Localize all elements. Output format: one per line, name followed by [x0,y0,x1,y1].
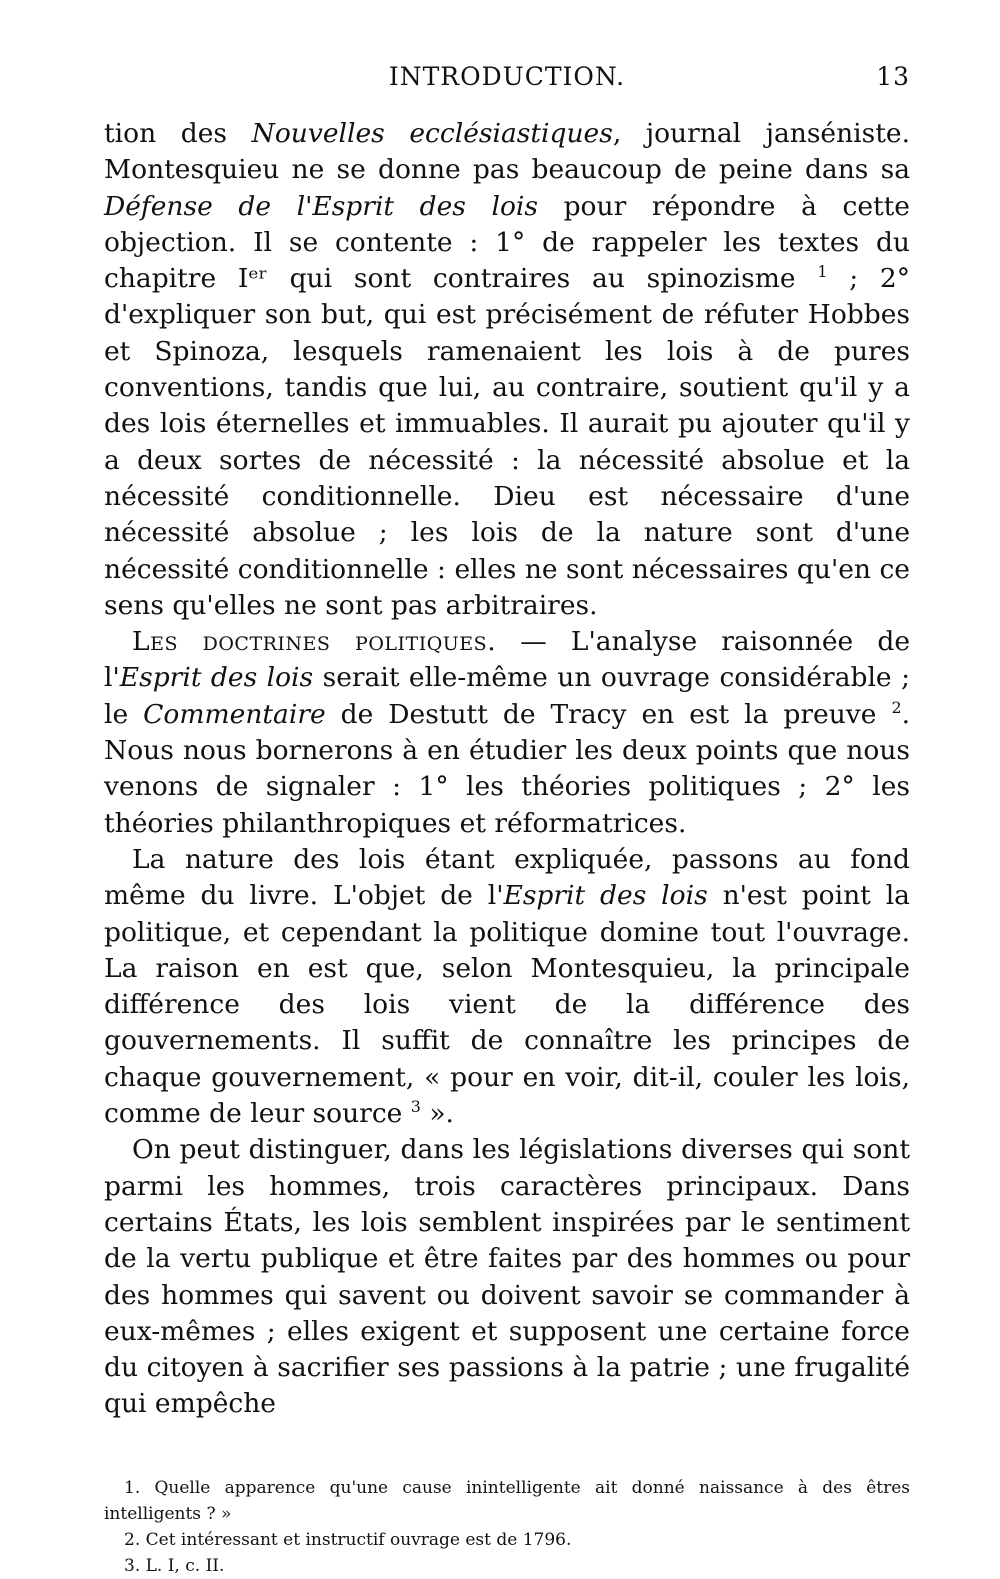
italic-title: Commentaire [143,698,326,730]
italic-title: Défense de l'Esprit des lois [104,190,538,222]
paragraph-2 [104,624,910,842]
chapter-ordinal: Iᵉʳ [237,263,268,295]
paragraph-3 [104,842,910,1132]
body-text [104,116,910,1423]
text-run: La nature des lois étant expliquée, passons au fond même du livre. L'objet de l' [104,843,910,912]
text-run: n'est point la politique, et cependant la politique domine tout l'ouvrage. La raison en est que, selon Montesquieu, la principale différence des lois vient de la différence des gouvernements. Il suffit de connaître les principes de chaque gouvernement, « pour en voir, dit-il, couler les lois, comme de leur source [104,880,910,1130]
running-title: INTRODUCTION. [388,62,626,91]
text-run: On peut distinguer, dans les législations diverses qui sont parmi les hommes, trois caractères principaux. Dans certains États, les lois semblent inspirées par le sentiment de la vertu publique et être faites par des hommes ou pour des hommes qui savent ou doivent savoir se commander à eux-mêmes ; elles exigent et supposent une certaine force du citoyen à sacrifier ses passions à la patrie ; une frugalité qui empêche [104,1134,910,1420]
text-run: — L'analyse raisonnée de l' [104,626,910,694]
text-run: qui sont contraires au spinozisme [267,263,818,295]
text-run: tion des [104,118,252,149]
footnote-1: 1. Quelle apparence qu'une cause inintelligente ait donné naissance à des êtres intelligents ? » [104,1477,910,1524]
footnote-2: 2. Cet intéressant et instructif ouvrage est de 1796. [124,1529,572,1550]
section-heading: Les doctrines politiques. [132,626,497,658]
footnote-3: 3. L. I, c. II. [124,1555,225,1576]
italic-title: Esprit des lois [119,662,314,694]
text-run: , journal janséniste. Montesquieu ne se donne pas beaucoup de peine dans sa [104,118,910,186]
page-number: 13 [876,62,910,91]
footnotes [104,1475,910,1579]
footnote-ref-1: 1 [817,262,828,282]
book-page [104,62,910,1579]
text-run: serait elle-même un ouvrage considérable ; le [104,662,910,730]
text-run: pour répondre à cette objection. Il se contente : 1° de rappeler les textes du chapitre [104,190,910,295]
text-run: de Destutt de Tracy en est la preuve [325,698,892,730]
italic-title: Nouvelles ecclésiastiques [251,118,613,149]
text-run: ; 2° d'expliquer son but, qui est précisément de réfuter Hobbes et Spinoza, lesquels ramenaient les lois à de pures conventions, tandis que lui, au contraire, soutient qu'il y a des lois éternelles et immuables. Il aurait pu ajouter qu'il y a deux sortes de nécessité : la nécessité absolue et la nécessité conditionnelle. Dieu est nécessaire d'une nécessité absolue ; les lois de la nature sont d'une nécessité conditionnelle : elles ne sont nécessaires qu'en ce sens qu'elles ne sont pas arbitraires. [104,263,910,621]
running-header [104,62,910,98]
text-run: ». [420,1098,454,1130]
footnote-ref-2: 2 [891,697,902,717]
paragraph-4 [104,1132,910,1422]
italic-title: Esprit des lois [503,880,708,912]
text-run: . Nous nous bornerons à en étudier les deux points que nous venons de signaler : 1° les théories politiques ; 2° les théories philanthropiques et réformatrices. [104,698,910,839]
footnote-ref-3: 3 [410,1097,421,1117]
paragraph-1 [104,116,910,624]
